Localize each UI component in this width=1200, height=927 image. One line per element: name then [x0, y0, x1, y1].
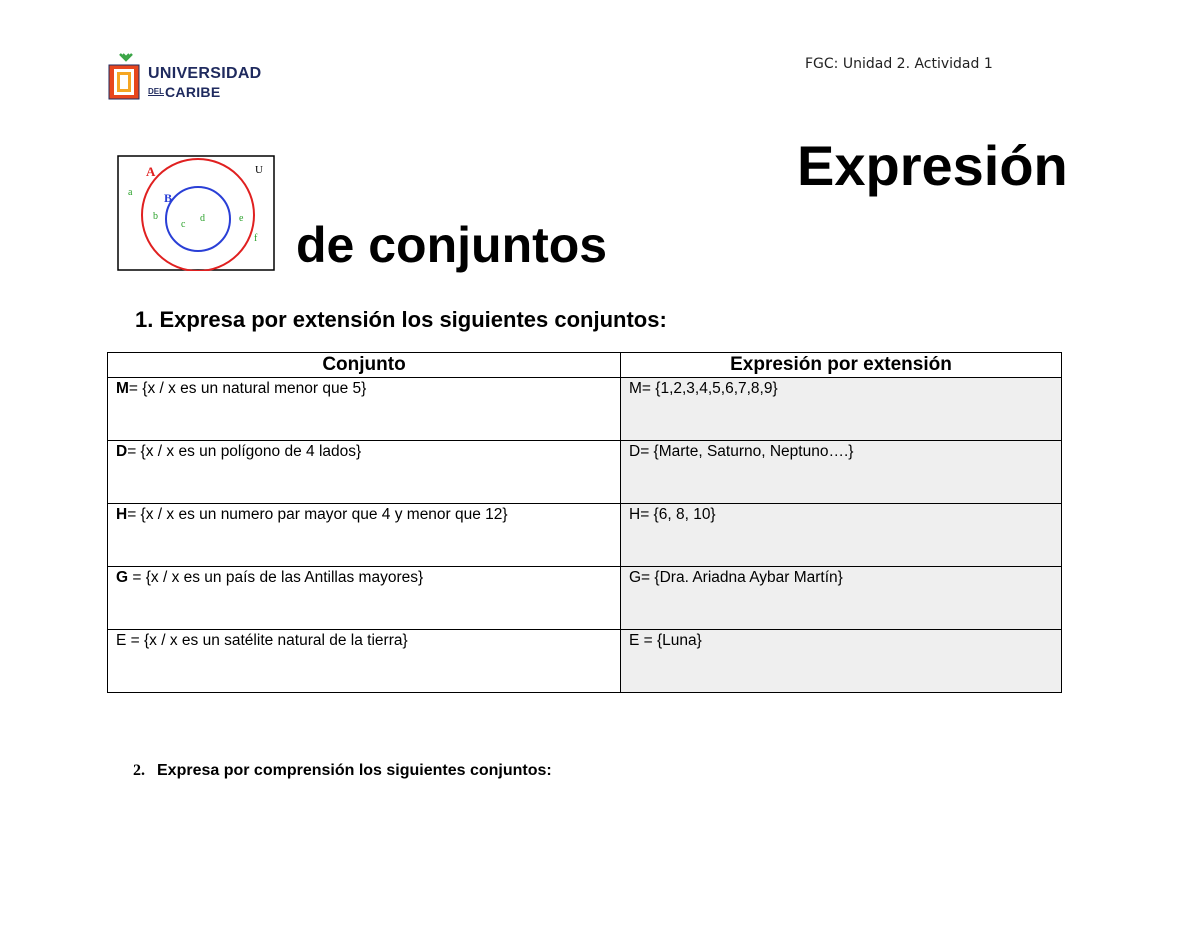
set-letter: G [116, 569, 129, 586]
set-letter: E [116, 632, 127, 649]
set-letter: D [116, 443, 128, 460]
set-definition-cell [108, 378, 621, 441]
set-definition-cell [108, 567, 621, 630]
header-conjunto: Conjunto [108, 353, 621, 378]
title-line-1: Expresión [797, 134, 1068, 197]
element-b: b [153, 211, 158, 222]
question-2-text: Expresa por comprensión los siguientes conjuntos: [157, 762, 552, 779]
table-row [108, 630, 1062, 693]
set-b-label: B [164, 191, 173, 205]
question-2 [133, 762, 552, 780]
logo-line-1: UNIVERSIDAD [148, 65, 262, 82]
extension-answer-cell[interactable]: H= {6, 8, 10} [621, 504, 1062, 567]
element-a: a [128, 187, 133, 198]
logo-caribe: CARIBE [165, 84, 221, 100]
set-definition-cell [108, 504, 621, 567]
element-f: f [254, 233, 258, 244]
set-definition: = {x / x es un numero par mayor que 4 y menor que 12} [127, 506, 508, 523]
set-definition-cell [108, 630, 621, 693]
element-d: d [200, 213, 205, 224]
set-definition: = {x / x es un polígono de 4 lados} [127, 443, 362, 460]
set-letter: H [116, 506, 128, 523]
logo-line-2 [148, 84, 220, 100]
set-definition: = {x / x es un país de las Antillas mayores} [128, 569, 424, 586]
set-definition: = {x / x es un satélite natural de la tierra} [126, 632, 408, 649]
element-e: e [239, 213, 244, 224]
table-row [108, 504, 1062, 567]
logo-del: DEL [148, 87, 164, 96]
table-row [108, 567, 1062, 630]
set-letter: M [116, 380, 129, 397]
set-a-label: A [146, 164, 156, 179]
university-logo [106, 52, 276, 104]
question-2-number: 2. [133, 762, 145, 779]
set-definition: = {x / x es un natural menor que 5} [128, 380, 367, 397]
header-extension: Expresión por extensión [621, 353, 1062, 378]
table-row [108, 378, 1062, 441]
course-reference: FGC: Unidad 2. Actividad 1 [805, 56, 993, 72]
university-crest-icon [106, 52, 146, 104]
extension-answer-cell[interactable]: M= {1,2,3,4,5,6,7,8,9} [621, 378, 1062, 441]
table-header-row [108, 353, 1062, 378]
venn-diagram [117, 155, 275, 271]
extension-answer-cell[interactable]: D= {Marte, Saturno, Neptuno….} [621, 441, 1062, 504]
sets-table [107, 352, 1062, 693]
question-1: 1. Expresa por extensión los siguientes conjuntos: [135, 307, 667, 332]
title-line-2: de conjuntos [296, 217, 608, 273]
extension-answer-cell[interactable]: E = {Luna} [621, 630, 1062, 693]
set-definition-cell [108, 441, 621, 504]
extension-answer-cell[interactable]: G= {Dra. Ariadna Aybar Martín} [621, 567, 1062, 630]
element-c: c [181, 219, 186, 230]
universe-label: U [255, 164, 263, 176]
table-row [108, 441, 1062, 504]
